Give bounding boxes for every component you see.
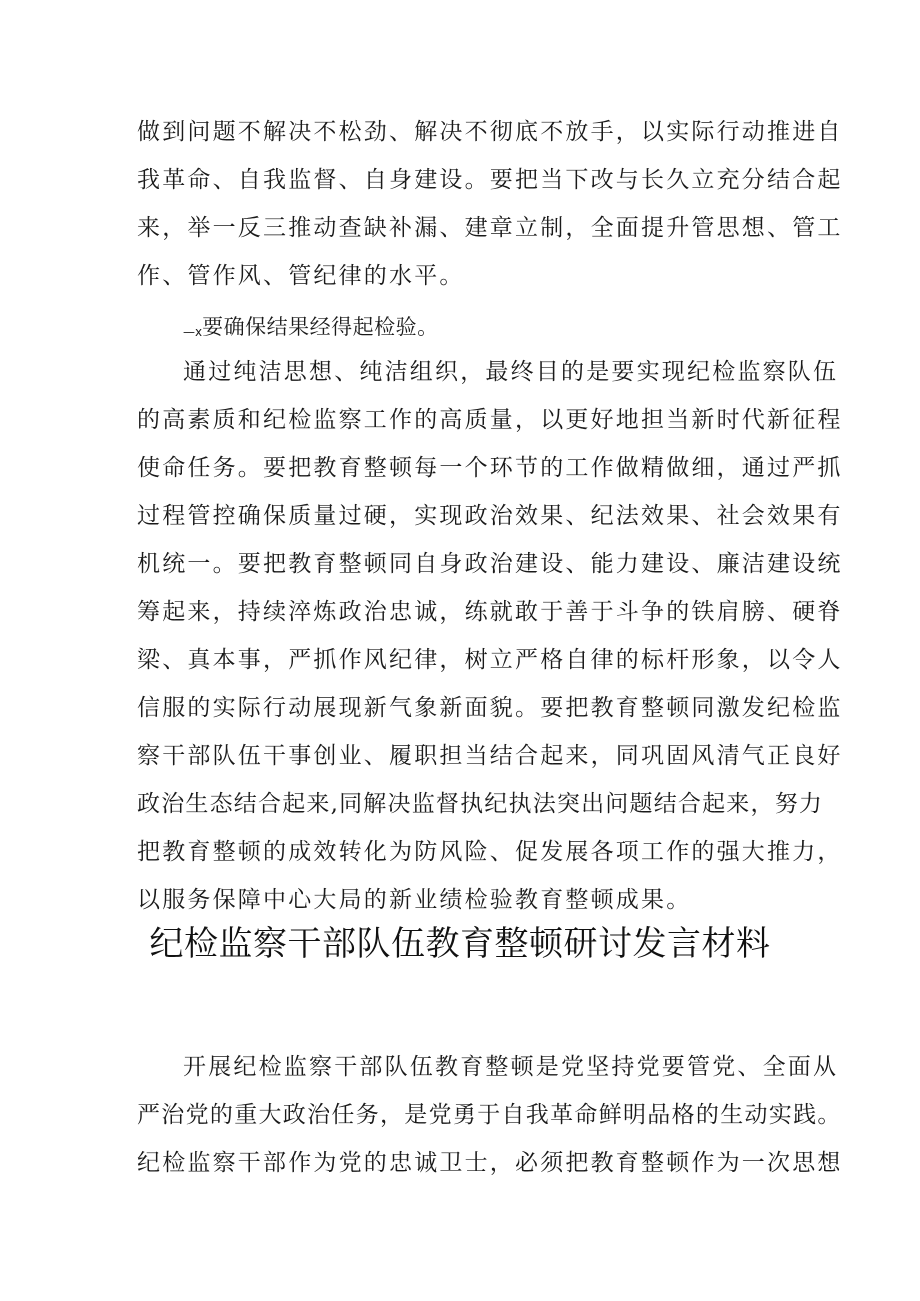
paragraph-3-line-1: 开展纪检监察干部队伍教育整顿是党坚持党要管党、全面从 (183, 1054, 839, 1080)
document-title: 纪检监察干部队伍教育整顿研讨发言材料 (149, 924, 771, 964)
paragraph-1-line-3: 来，举一反三推动查缺补漏、建章立制，全面提升管思想、管工 (137, 215, 843, 241)
section-heading (183, 312, 439, 345)
paragraph-2-line-5: 机统一。要把教育整顿同自身政治建设、能力建设、廉洁建设统 (137, 551, 843, 577)
paragraph-2-line-12: 以服务保障中心大局的新业绩检验教育整顿成果。 (137, 887, 692, 913)
paragraph-1-line-4: 作、管作风、管纪律的水平。 (137, 263, 465, 289)
paragraph-2-line-10: 政治生态结合起来,同解决监督执纪执法突出问题结合起来，努力 (137, 791, 824, 817)
paragraph-1-line-2: 我革命、自我监督、自身建设。要把当下改与长久立充分结合起 (137, 167, 843, 193)
paragraph-2-line-1: 通过纯洁思想、纯洁组织，最终目的是要实现纪检监察队伍 (183, 359, 839, 385)
paragraph-2-line-4: 过程管控确保质量过硬，实现政治效果、纪法效果、社会效果有 (137, 503, 843, 529)
paragraph-2-line-2: 的高素质和纪检监察工作的高质量，以更好地担当新时代新征程 (137, 407, 843, 433)
paragraph-2-line-9: 察干部队伍干事创业、履职担当结合起来，同巩固风清气正良好 (137, 743, 843, 769)
paragraph-2-line-6: 筹起来，持续淬炼政治忠诚，练就敢于善于斗争的铁肩膀、硬脊 (137, 599, 843, 625)
paragraph-1-line-1: 做到问题不解决不松劲、解决不彻底不放手，以实际行动推进自 (137, 119, 843, 145)
paragraph-2-line-8: 信服的实际行动展现新气象新面貌。要把教育整顿同激发纪检监 (137, 695, 843, 721)
paragraph-3-line-2: 严治党的重大政治任务，是党勇于自我革命鲜明品格的生动实践。 (137, 1102, 842, 1128)
paragraph-2-line-11: 把教育整顿的成效转化为防风险、促发展各项工作的强大推力， (137, 839, 843, 865)
section-heading-marker: —x (183, 325, 203, 339)
paragraph-3-line-3: 纪检监察干部作为党的忠诚卫士，必须把教育整顿作为一次思想 (137, 1150, 843, 1176)
paragraph-2-line-3: 使命任务。要把教育整顿每一个环节的工作做精做细，通过严抓 (137, 455, 843, 481)
paragraph-2-line-7: 梁、真本事，严抓作风纪律，树立严格自律的标杆形象，以令人 (137, 647, 843, 673)
section-heading-text: 要确保结果经得起检验。 (202, 315, 439, 339)
